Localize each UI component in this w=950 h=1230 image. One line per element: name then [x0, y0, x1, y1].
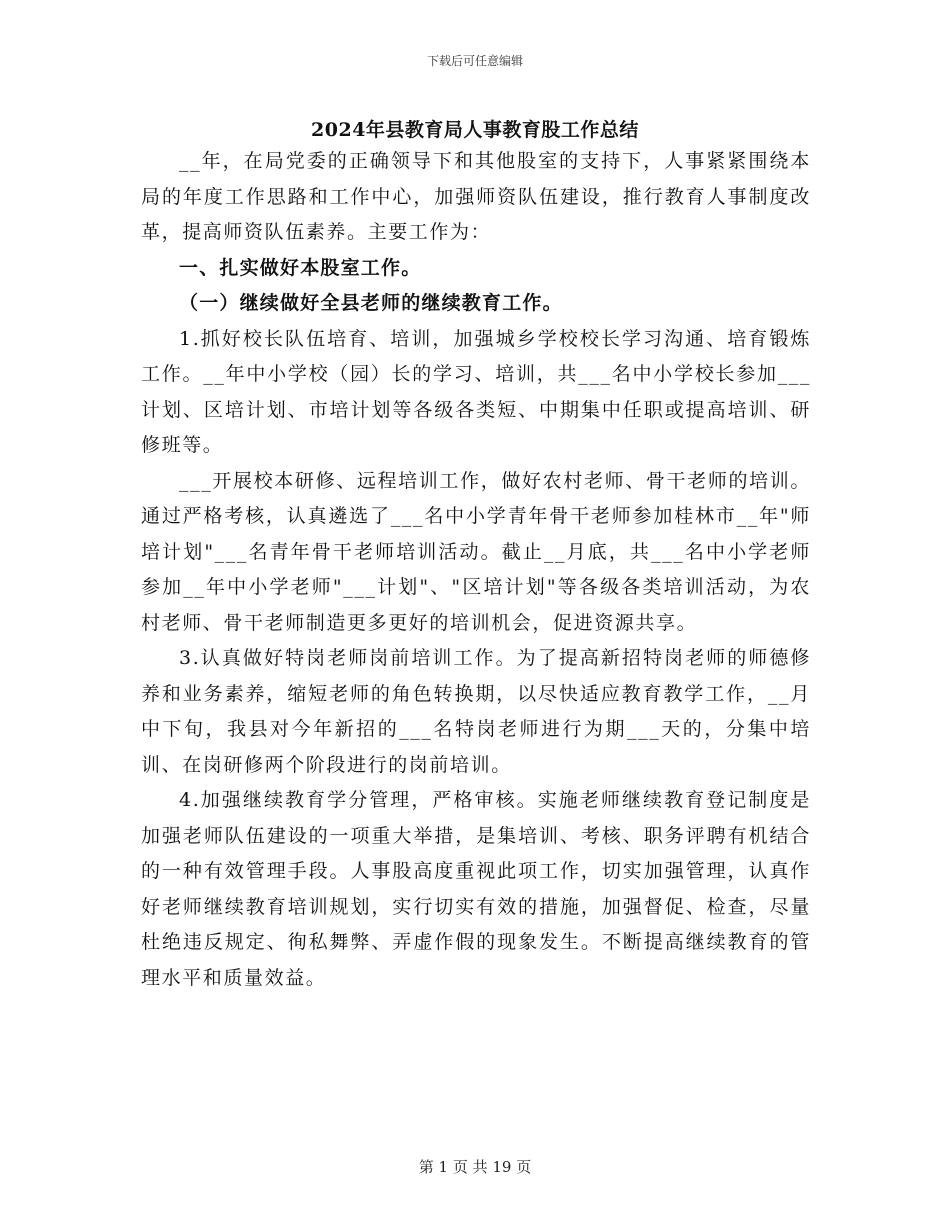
paragraph-item-3: 3.认真做好特岗老师岗前培训工作。为了提高新招特岗老师的师德修养和业务素养，缩短老师的角色转换期，以尽快适应教育教学工作，__月中下旬，我县对今年新招的___名特岗老师进行为期___天的，分集中培训、在岗研修两个阶段进行的岗前培训。: [141, 647, 811, 776]
page-number: 第 1 页 共 19 页: [418, 1158, 532, 1176]
paragraph-item-4: 4.加强继续教育学分管理，严格审核。实施老师继续教育登记制度是加强老师队伍建设的一项重大举措，是集培训、考核、职务评聘有机结合的一种有效管理手段。人事股高度重视此项工作，切实加强管理，认真作好老师继续教育培训规划，实行切实有效的措施，加强督促、检查，尽量杜绝违反规定、徇私舞弊、弄虚作假的现象发生。不断提高继续教育的管理水平和质量效益。: [141, 789, 811, 989]
intro-paragraph: __年，在局党委的正确领导下和其他股室的支持下，人事紧紧围绕本局的年度工作思路和工作中心，加强师资队伍建设，推行教育人事制度改革，提高师资队伍素养。主要工作为：: [141, 150, 811, 243]
section-heading-1: 一、扎实做好本股室工作。: [179, 256, 422, 279]
page-header-note: 下载后可任意编辑: [426, 54, 523, 68]
paragraph-item-2: ___开展校本研修、远程培训工作，做好农村老师、骨干老师的培训。通过严格考核，认真遴选了___名中小学青年骨干老师参加桂林市__年"师培计划"___名青年骨干老师培训活动。截止__月底，共___名中小学老师参加__年中小学老师"___计划"、"区培计划"等各级各类培训活动，为农村老师、骨干老师制造更多更好的培训机会，促进资源共享。: [141, 469, 811, 634]
document-body: [141, 144, 811, 996]
subsection-heading-1: （一）继续做好全县老师的继续教育工作。: [179, 292, 563, 314]
document-title: 2024年县教育局人事教育股工作总结: [311, 119, 639, 141]
paragraph-item-1: 1.抓好校长队伍培育、培训，加强城乡学校校长学习沟通、培育锻炼工作。__年中小学校（园）长的学习、培训，共___名中小学校长参加___计划、区培计划、市培计划等各级各类短、中期集中任职或提高培训、研修班等。: [141, 327, 811, 456]
